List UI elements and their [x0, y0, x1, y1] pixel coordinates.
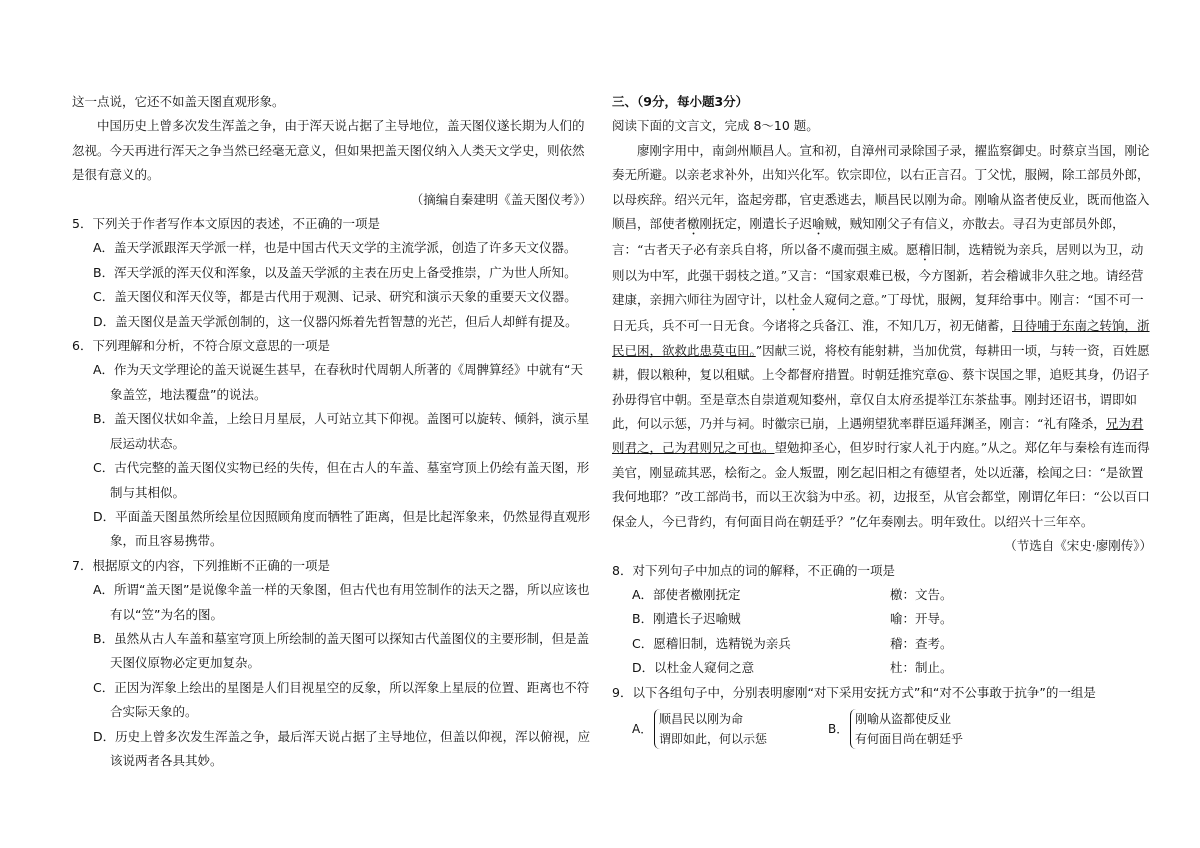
question-9-stem: 9．以下各组句子中，分别表明廖刚“对下采用安抚方式”和“对不公事敢于抗争”的一组是 — [612, 684, 1096, 700]
option-line: 谓即如此，何以示惩 — [659, 731, 768, 746]
q7-option-d: D．历史上曾多次发生浑盖之争，最后浑天说占据了主导地位，但盖以仰视，浑以俯视，应该说两者各具其妙。 — [93, 728, 591, 768]
q8-sentence: C．愿稽旧制，选精锐为亲兵 — [632, 635, 791, 651]
q6-option-a: A．作为天文学理论的盖天说诞生甚早，在春秋时代周朝人所著的《周髀算经》中就有“天象盖笠，地法覆盘”的说法。 — [93, 362, 584, 402]
option-letter: B． — [828, 721, 849, 736]
question-5-stem: 5．下列关于作者写作本文原因的表述，不正确的一项是 — [72, 216, 380, 232]
passage-text: ”因献三说，将校有能射耕，当加优赏，每耕田一顷，与转一资，百姓愿耕，假以粮种，复以租赋。上令都督府措置。时朝廷推究章@、蔡卞误国之罪，追贬其身，仍诏子孙毋得官中朝。至是章杰自崇道观知婺州，章仅自太府丞提举江东茶盐事。刚封还诏书，谓即如此，何以示惩，乃并与祠。时徽宗已崩，上遇朔望犹率群臣遥拜渊圣，刚言：“礼有隆杀， — [612, 342, 1150, 432]
q5-option-a: A．盖天学派跟浑天学派一样，也是中国古代天文学的主流学派，创造了许多天文仪器。 — [93, 240, 577, 256]
option-letter: A． — [632, 721, 653, 736]
question-8-stem: 8．对下列句子中加点的词的解释，不正确的一项是 — [612, 562, 895, 578]
passage-text: 贼，贼知刚父子有信义，亦散去。寻召为吏部员外郎，言：“古者天子必有亲兵自将，所以备不虞而强主威。愿 — [612, 216, 1125, 258]
q8-gloss: 喻：开导。 — [890, 611, 953, 627]
left-column — [72, 90, 592, 773]
q9-option-a — [632, 709, 828, 749]
paragraph: 中国历史上曾多次发生浑盖之争，由于浑天说占据了主导地位，盖天图仪遂长期为人们的忽视。今天再进行浑天之争当然已经毫无意义，但如果把盖天图仪纳入人类天文学史，则依然是很有意义的。 — [72, 118, 585, 183]
passage-text: 望勉抑圣心，但岁时行家人礼于内庭。”从之。郑亿年与秦桧有连而得美官，刚显疏其恶，桧衔之。金人叛盟，刚乞起旧相之有德望者，处以近藩，桧闻之曰：“是欲置我何地耶？”改工部尚书，而以王次翁为中丞。初，边报至，从官会都堂，刚谓亿年曰：“公以百口保金人，今已背约，有何面目尚在朝廷乎？”亿年奏刚去。明年致仕。以绍兴十三年卒。 — [612, 440, 1150, 529]
right-column — [612, 90, 1152, 749]
passage-text: 旧制，选精锐为亲兵，居则以为卫，动则以为中军，此强干弱枝之道。”又言：“国家艰难已极，今方图新，若会稽诚非久驻之地。请经营建康，亲拥六师往为固守计，以 — [612, 242, 1144, 308]
q8-option-c — [612, 632, 1152, 656]
q7-option-c: C．正因为浑象上绘出的星图是人们目视星空的反象，所以浑象上星辰的位置、距离也不符合实际天象的。 — [93, 679, 590, 720]
option-brace — [850, 709, 963, 749]
option-line: 刚喻从盗都使反业 — [855, 711, 952, 726]
q9-options — [612, 709, 1152, 749]
dotted-word: 杜 — [787, 292, 800, 308]
q8-option-a — [612, 583, 1152, 607]
option-line: 有何面目尚在朝廷乎 — [855, 731, 964, 746]
q8-option-d — [612, 656, 1152, 680]
q7-option-a: A．所谓“盖天图”是说像伞盖一样的天象图，但古代也有用笠制作的法天之器，所以应该也有以“笠”为名的图。 — [93, 582, 590, 622]
section-heading: 三、（9分，每小题3分） — [612, 94, 749, 109]
dotted-word: 喻 — [812, 216, 825, 232]
q8-sentence: A．部使者檄刚抚定 — [632, 586, 741, 602]
passage-text: 廖刚字用中，南剑州顺昌人。宣和初，自漳州司录除国子录，擢监察御史。时蔡京当国，刚论奏无所避。以亲老求补外，出知兴化军。钦宗即位，以右正言召。丁父忧，服阙，除工部员外郎，以母疾辞。绍兴元年，盗起旁郡，官吏悉逃去，顺昌民以刚为命。刚喻从盗者使反业，既而他盗入顺昌，部使者 — [612, 142, 1150, 232]
underlined-sentence: 兄为君则君之，己为君则兄之可也。 — [612, 416, 1144, 456]
q5-option-d: D．盖天图仪是盖天学派创制的，这一仪器闪烁着先哲智慧的光芒，但后人却鲜有提及。 — [93, 313, 578, 329]
reading-instruction: 阅读下面的文言文，完成 8～10 题。 — [612, 118, 819, 134]
q8-gloss: 檄：文告。 — [890, 586, 953, 602]
classical-passage — [612, 139, 1152, 534]
intro-line: 这一点说，它还不如盖天图直观形象。 — [72, 94, 285, 109]
option-brace — [654, 709, 767, 749]
option-line: 顺昌民以刚为命 — [659, 711, 744, 726]
q9-option-b — [828, 709, 1024, 749]
passage-text: 金人窥伺之意。”丁母忧，服阙，复拜给事中。刚言：“国不可一日无兵，兵不可一日无食。今诸将之兵备江、淮，不知几万，初无储蓄， — [612, 292, 1144, 334]
dotted-word: 稽 — [918, 242, 931, 258]
q6-option-c: C．古代完整的盖天图仪实物已经的失传，但在古人的车盖、墓室穹顶上仍绘有盖天图，形制与其相似。 — [93, 460, 590, 500]
q8-sentence: D．以杜金人窥伺之意 — [632, 660, 755, 676]
q5-option-b: B．浑天学派的浑天仪和浑象，以及盖天学派的主表在历史上备受推崇，广为世人所知。 — [93, 264, 577, 280]
q5-option-c: C．盖天图仪和浑天仪等，都是古代用于观测、记录、研究和演示天象的重要天文仪器。 — [93, 289, 577, 305]
q8-gloss: 杜：制止。 — [890, 660, 953, 676]
dotted-word: 檄 — [687, 216, 700, 232]
source-citation: （摘编自秦建明《盖天图仪考》） — [410, 191, 592, 207]
q6-option-d: D．平面盖天图虽然所绘星位因照顾角度而牺牲了距离，但是比起浑象来，仍然显得直观形象，而且容易携带。 — [93, 508, 591, 549]
underlined-sentence: 日待哺于东南之转饷，浙民已困，欲救此患莫屯田。 — [612, 318, 1150, 358]
q6-option-b: B．盖天图仪状如伞盖，上绘日月星辰，人可站立其下仰视。盖图可以旋转、倾斜，演示星辰运动状态。 — [93, 411, 590, 451]
q7-option-b: B．虽然从古人车盖和墓室穹顶上所绘制的盖天图可以探知古代盖图仪的主要形制，但是盖天图仪原物必定更加复杂。 — [93, 630, 590, 671]
q8-sentence: B．刚遣长子迟喻贼 — [632, 611, 741, 627]
question-6-stem: 6．下列理解和分析，不符合原文意思的一项是 — [72, 338, 330, 354]
q8-gloss: 稽：查考。 — [890, 635, 953, 651]
source-citation: （节选自《宋史·廖刚传》） — [1004, 538, 1152, 554]
q8-option-b — [612, 607, 1152, 631]
passage-text: 刚抚定，刚遣长子迟 — [699, 216, 813, 232]
question-7-stem: 7．根据原文的内容，下列推断不正确的一项是 — [72, 557, 330, 573]
